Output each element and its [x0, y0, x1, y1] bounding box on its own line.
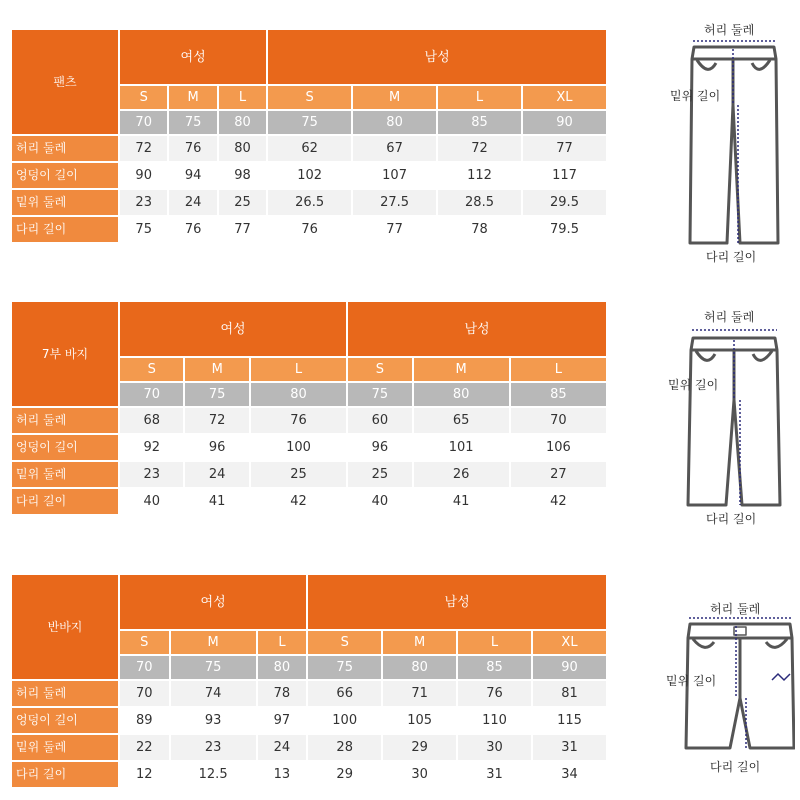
value-cell: 24	[169, 190, 216, 215]
value-cell: 67	[353, 136, 436, 161]
size-cell: XL	[523, 86, 606, 109]
table-row	[12, 190, 606, 215]
table-row	[12, 163, 606, 188]
table-row	[12, 217, 606, 242]
value-cell: 29.5	[523, 190, 606, 215]
value-cell: 41	[414, 489, 509, 514]
size-cell: L	[258, 631, 307, 654]
value-cell: 40	[120, 489, 183, 514]
value-cell: 24	[185, 462, 248, 487]
size-number: 75	[169, 111, 216, 134]
waist-label: 허리 둘레	[710, 602, 761, 616]
size-table-shorts	[10, 573, 608, 789]
category-label: 반바지	[12, 575, 118, 679]
row-label: 다리 길이	[12, 217, 118, 242]
size-number: 75	[171, 656, 256, 679]
size-number: 75	[308, 656, 381, 679]
table-row	[12, 462, 606, 487]
waist-label: 허리 둘레	[704, 23, 755, 37]
size-cell: M	[169, 86, 216, 109]
table-row	[12, 681, 606, 706]
value-cell: 115	[533, 708, 606, 733]
rise-label: 밑위 길이	[670, 89, 721, 103]
size-cell: S	[120, 631, 169, 654]
value-cell: 60	[348, 408, 411, 433]
value-cell: 65	[414, 408, 509, 433]
value-cell: 78	[438, 217, 521, 242]
table-row	[12, 136, 606, 161]
value-cell: 41	[185, 489, 248, 514]
value-cell: 68	[120, 408, 183, 433]
size-cell: L	[219, 86, 266, 109]
value-cell: 100	[308, 708, 381, 733]
value-cell: 96	[185, 435, 248, 460]
size-number: 70	[120, 383, 183, 406]
value-cell: 72	[438, 136, 521, 161]
size-table-cropped-pants	[10, 300, 608, 516]
size-cell: L	[458, 631, 531, 654]
row-label: 허리 둘레	[12, 681, 118, 706]
value-cell: 27.5	[353, 190, 436, 215]
size-cell: L	[438, 86, 521, 109]
row-label: 허리 둘레	[12, 136, 118, 161]
value-cell: 112	[438, 163, 521, 188]
value-cell: 70	[120, 681, 169, 706]
group-men: 남성	[268, 30, 606, 84]
value-cell: 24	[258, 735, 307, 760]
value-cell: 75	[120, 217, 167, 242]
table-row	[12, 735, 606, 760]
row-label: 엉덩이 길이	[12, 163, 118, 188]
size-number: 70	[120, 111, 167, 134]
row-label: 밑위 둘레	[12, 462, 118, 487]
value-cell: 77	[353, 217, 436, 242]
value-cell: 96	[348, 435, 411, 460]
value-cell: 28	[308, 735, 381, 760]
value-cell: 13	[258, 762, 307, 787]
group-women: 여성	[120, 302, 346, 356]
value-cell: 76	[268, 217, 351, 242]
size-number: 80	[219, 111, 266, 134]
group-women: 여성	[120, 575, 306, 629]
size-number: 75	[268, 111, 351, 134]
value-cell: 79.5	[523, 217, 606, 242]
row-label: 밑위 둘레	[12, 735, 118, 760]
size-number: 80	[251, 383, 346, 406]
table-row	[12, 762, 606, 787]
value-cell: 26	[414, 462, 509, 487]
size-number: 80	[353, 111, 436, 134]
value-cell: 31	[533, 735, 606, 760]
value-cell: 97	[258, 708, 307, 733]
value-cell: 28.5	[438, 190, 521, 215]
size-number: 85	[458, 656, 531, 679]
group-men: 남성	[308, 575, 606, 629]
leg-label: 다리 길이	[710, 760, 761, 774]
value-cell: 102	[268, 163, 351, 188]
value-cell: 25	[251, 462, 346, 487]
value-cell: 77	[523, 136, 606, 161]
value-cell: 100	[251, 435, 346, 460]
row-label: 엉덩이 길이	[12, 435, 118, 460]
value-cell: 89	[120, 708, 169, 733]
value-cell: 12.5	[171, 762, 256, 787]
size-cell: S	[268, 86, 351, 109]
leg-label: 다리 길이	[706, 512, 757, 526]
value-cell: 29	[383, 735, 456, 760]
value-cell: 74	[171, 681, 256, 706]
value-cell: 42	[251, 489, 346, 514]
size-cell: S	[348, 358, 411, 381]
category-label: 7부 바지	[12, 302, 118, 406]
value-cell: 25	[348, 462, 411, 487]
size-table-pants	[10, 28, 608, 244]
group-men: 남성	[348, 302, 606, 356]
size-cell: M	[383, 631, 456, 654]
rise-label: 밑위 길이	[666, 674, 717, 688]
value-cell: 30	[458, 735, 531, 760]
table-row	[12, 489, 606, 514]
row-label: 허리 둘레	[12, 408, 118, 433]
value-cell: 117	[523, 163, 606, 188]
value-cell: 90	[120, 163, 167, 188]
value-cell: 23	[171, 735, 256, 760]
size-cell: M	[353, 86, 436, 109]
size-number: 80	[414, 383, 509, 406]
pants-diagram	[660, 15, 790, 270]
value-cell: 76	[169, 217, 216, 242]
size-number: 90	[523, 111, 606, 134]
row-label: 다리 길이	[12, 489, 118, 514]
row-label: 밑위 둘레	[12, 190, 118, 215]
value-cell: 70	[511, 408, 606, 433]
value-cell: 107	[353, 163, 436, 188]
size-number: 75	[185, 383, 248, 406]
value-cell: 12	[120, 762, 169, 787]
group-women: 여성	[120, 30, 266, 84]
cropped-pants-diagram	[660, 300, 790, 535]
size-number: 85	[511, 383, 606, 406]
size-cell: L	[511, 358, 606, 381]
size-number: 85	[438, 111, 521, 134]
value-cell: 76	[251, 408, 346, 433]
row-label: 엉덩이 길이	[12, 708, 118, 733]
table-row	[12, 708, 606, 733]
size-cell: S	[120, 86, 167, 109]
value-cell: 34	[533, 762, 606, 787]
leg-label: 다리 길이	[706, 250, 757, 264]
value-cell: 106	[511, 435, 606, 460]
size-cell: M	[171, 631, 256, 654]
size-cell: L	[251, 358, 346, 381]
value-cell: 62	[268, 136, 351, 161]
value-cell: 78	[258, 681, 307, 706]
size-cell: XL	[533, 631, 606, 654]
value-cell: 77	[219, 217, 266, 242]
size-number: 80	[258, 656, 307, 679]
value-cell: 94	[169, 163, 216, 188]
size-cell: S	[120, 358, 183, 381]
value-cell: 105	[383, 708, 456, 733]
value-cell: 40	[348, 489, 411, 514]
value-cell: 72	[120, 136, 167, 161]
value-cell: 110	[458, 708, 531, 733]
value-cell: 81	[533, 681, 606, 706]
value-cell: 29	[308, 762, 381, 787]
size-number: 80	[383, 656, 456, 679]
value-cell: 31	[458, 762, 531, 787]
row-label: 다리 길이	[12, 762, 118, 787]
category-label: 팬츠	[12, 30, 118, 134]
value-cell: 80	[219, 136, 266, 161]
value-cell: 25	[219, 190, 266, 215]
rise-label: 밑위 길이	[668, 378, 719, 392]
value-cell: 30	[383, 762, 456, 787]
value-cell: 26.5	[268, 190, 351, 215]
shorts-diagram	[660, 598, 795, 778]
value-cell: 22	[120, 735, 169, 760]
value-cell: 71	[383, 681, 456, 706]
value-cell: 92	[120, 435, 183, 460]
cropped-pants-outline-icon	[660, 300, 790, 535]
value-cell: 27	[511, 462, 606, 487]
value-cell: 42	[511, 489, 606, 514]
table-row	[12, 408, 606, 433]
size-cell: M	[414, 358, 509, 381]
value-cell: 66	[308, 681, 381, 706]
table-row	[12, 435, 606, 460]
value-cell: 23	[120, 190, 167, 215]
waist-label: 허리 둘레	[704, 310, 755, 324]
value-cell: 93	[171, 708, 256, 733]
size-number: 90	[533, 656, 606, 679]
value-cell: 101	[414, 435, 509, 460]
size-number: 70	[120, 656, 169, 679]
value-cell: 98	[219, 163, 266, 188]
size-cell: S	[308, 631, 381, 654]
value-cell: 76	[458, 681, 531, 706]
brand-logo-icon	[772, 674, 790, 680]
size-cell: M	[185, 358, 248, 381]
size-number: 75	[348, 383, 411, 406]
value-cell: 23	[120, 462, 183, 487]
pants-outline-icon	[660, 15, 790, 270]
value-cell: 76	[169, 136, 216, 161]
value-cell: 72	[185, 408, 248, 433]
